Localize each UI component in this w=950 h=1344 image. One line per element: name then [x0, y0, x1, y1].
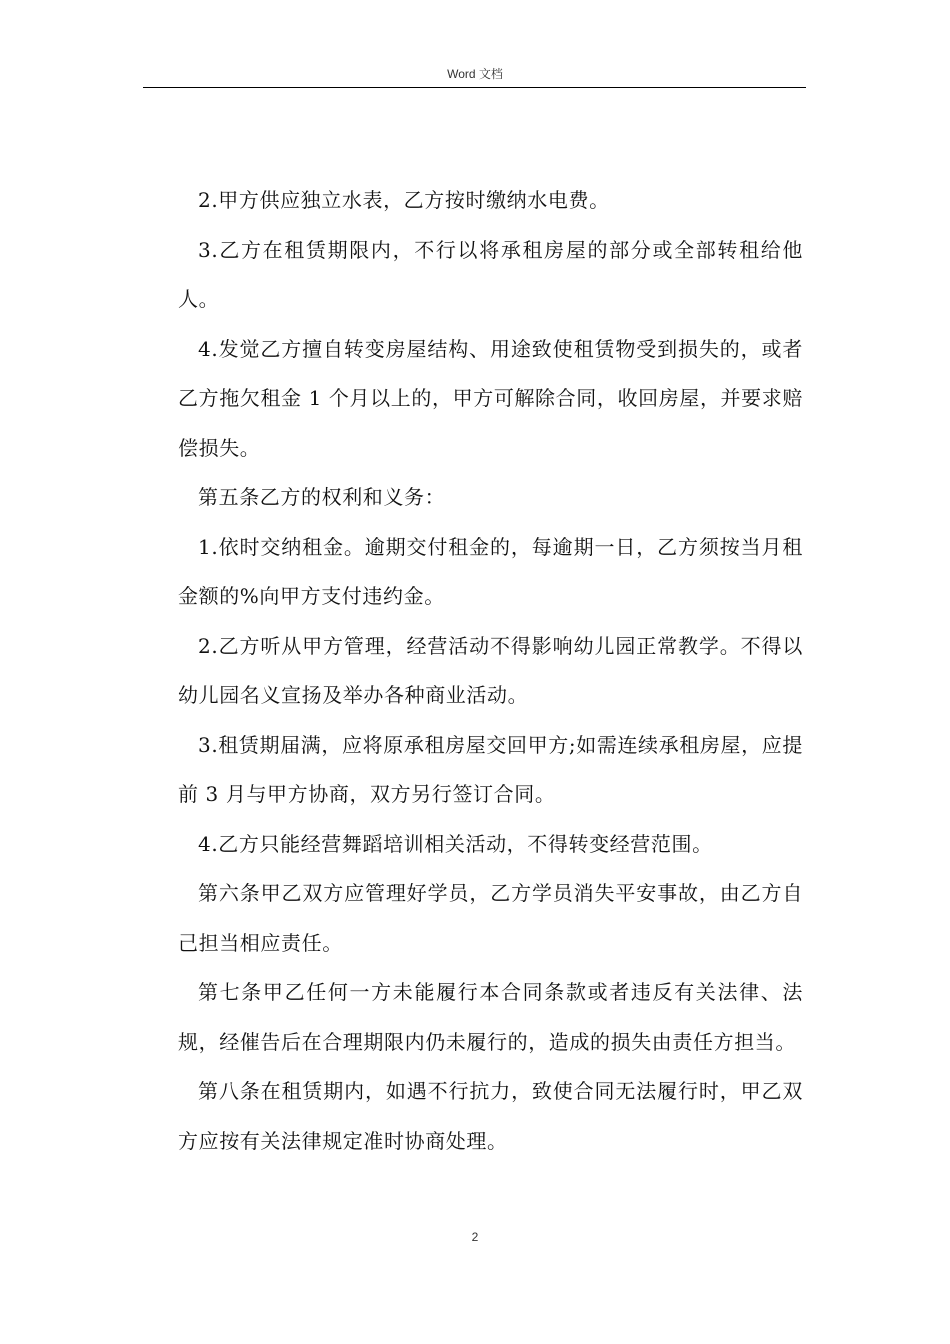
paragraph: 4.乙方只能经营舞蹈培训相关活动，不得转变经营范围。	[198, 831, 713, 856]
paragraph: 3.租赁期届满，应将原承租房屋交回甲方;如需连续承租房屋，应提前 3 月与甲方协商，双方另行签订合同。	[178, 732, 803, 806]
paragraph: 第七条甲乙任何一方未能履行本合同条款或者违反有关法律、法规，经催告后在合理期限内仍未履行的，造成的损失由责任方担当。	[178, 980, 803, 1054]
paragraph: 第六条甲乙双方应管理好学员，乙方学员消失平安事故，由乙方自己担当相应责任。	[178, 881, 803, 955]
paragraph: 2.乙方听从甲方管理，经营活动不得影响幼儿园正常教学。不得以幼儿园名义宣扬及举办各种商业活动。	[178, 633, 803, 707]
header-divider	[143, 87, 806, 88]
paragraph: 3.乙方在租赁期限内，不行以将承租房屋的部分或全部转租给他人。	[178, 237, 803, 311]
paragraph: 4.发觉乙方擅自转变房屋结构、用途致使租赁物受到损失的，或者乙方拖欠租金 1 个月以上的，甲方可解除合同，收回房屋，并要求赔偿损失。	[178, 336, 803, 460]
section-heading: 第五条乙方的权利和义务：	[198, 485, 446, 509]
page-header: Word 文档	[447, 67, 503, 81]
document-body	[178, 176, 803, 1166]
paragraph: 2.甲方供应独立水表，乙方按时缴纳水电费。	[198, 188, 610, 212]
paragraph: 第八条在租赁期内，如遇不行抗力，致使合同无法履行时，甲乙双方应按有关法律规定准时协商处理。	[178, 1079, 803, 1153]
paragraph: 1.依时交纳租金。逾期交付租金的，每逾期一日，乙方须按当月租金额的%向甲方支付违约金。	[178, 534, 803, 608]
page-number: 2	[471, 1230, 479, 1244]
